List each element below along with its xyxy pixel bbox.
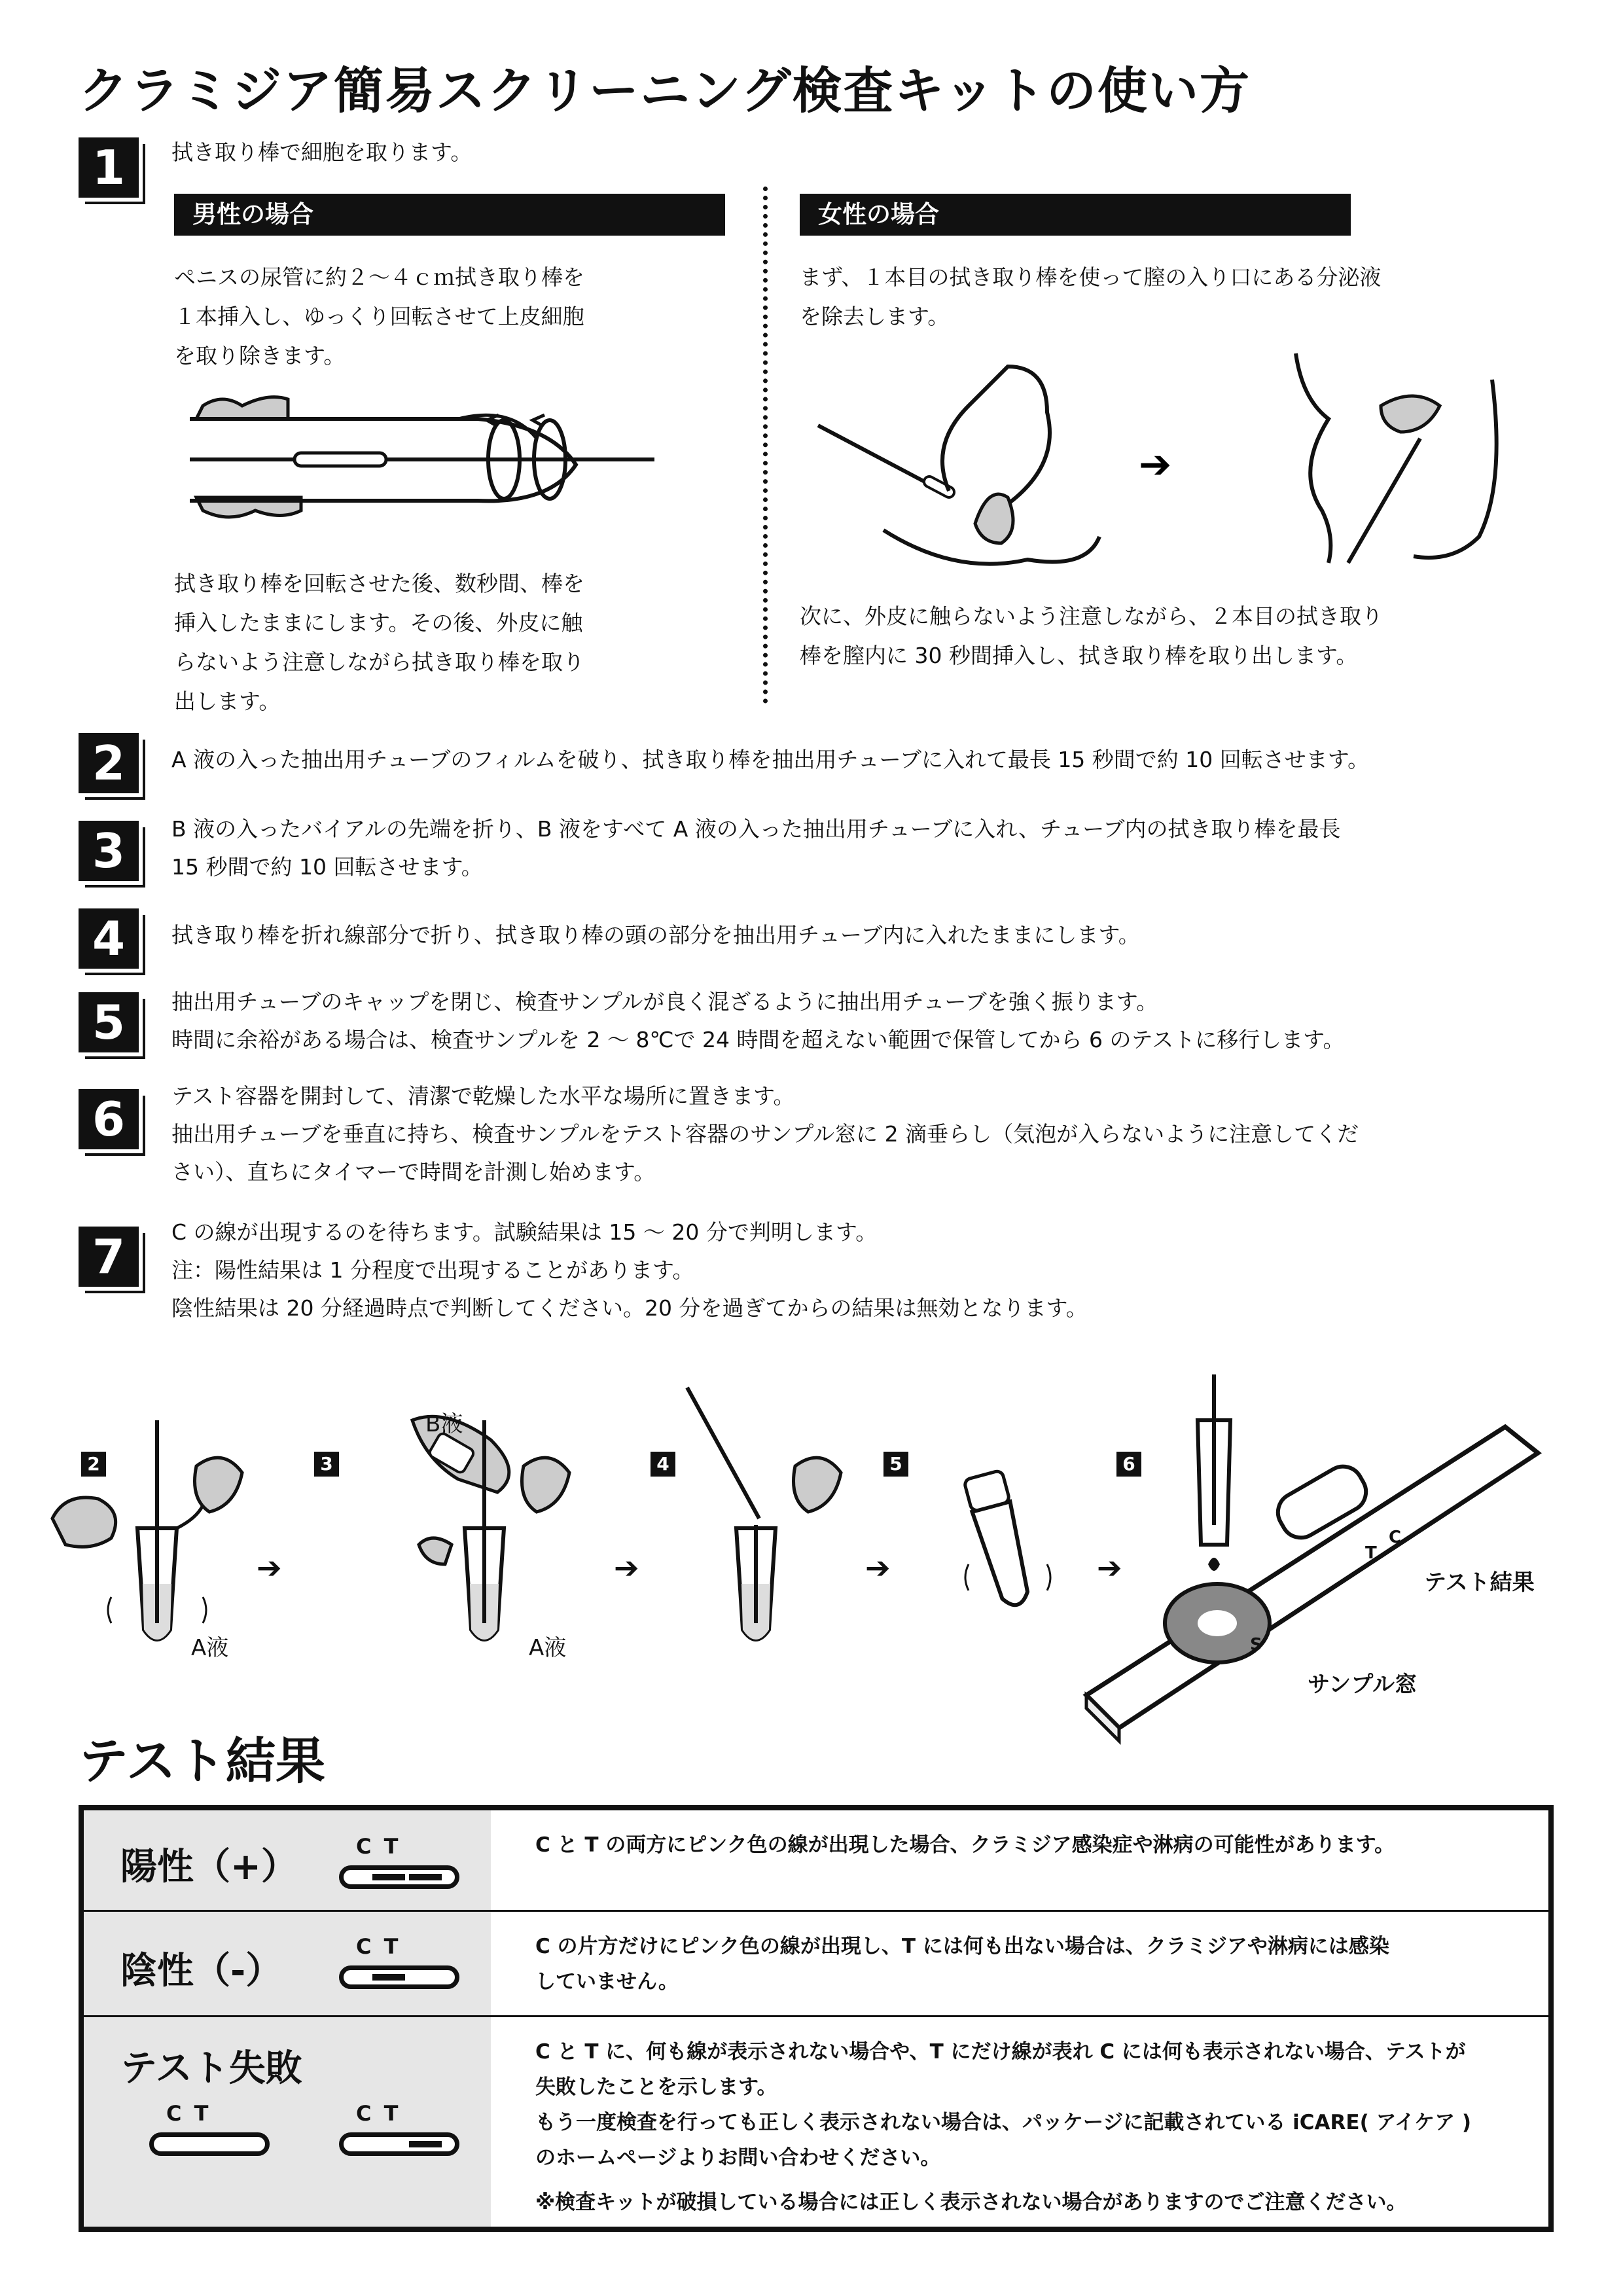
arrow-icon: ➔ <box>865 1550 891 1585</box>
strip-negative <box>339 1965 459 1989</box>
male-p2-line: 拭き取り棒を回転させた後、数秒間、棒を <box>174 571 584 596</box>
male-instructions-1 <box>174 258 584 376</box>
result-row-positive <box>81 1808 1551 1911</box>
svg-text:➔: ➔ <box>1139 442 1172 488</box>
step-4-text <box>171 916 1140 954</box>
desc-line: 失敗したことを示します。 <box>535 2075 777 2099</box>
c-line <box>372 1874 405 1880</box>
step-number-5: 5 <box>79 992 139 1052</box>
step-7-text <box>171 1213 1088 1327</box>
step-4-line: 拭き取り棒を折れ線部分で折り、拭き取り棒の頭の部分を抽出用チューブ内に入れたままにします。 <box>171 922 1140 948</box>
c-mark: C <box>1389 1528 1402 1547</box>
step-number-6: 6 <box>79 1089 139 1149</box>
ct-label: C T <box>356 2101 401 2126</box>
female-instructions-1 <box>800 258 1381 336</box>
desc-line: C の片方だけにピンク色の線が出現し、T には何も出ない場合は、クラミジアや淋病には感染 <box>535 1935 1389 1958</box>
male-p1-line: １本挿入し、ゆっくり回転させて上皮細胞 <box>174 304 584 329</box>
note-line: ※検査キットが破損している場合には正しく表示されない場合がありますのでご注意ください。 <box>535 2191 1407 2214</box>
desc-line: C と T の両方にピンク色の線が出現した場合、クラミジア感染症や淋病の可能性があります。 <box>535 1833 1395 1857</box>
step-6-line: さい）、直ちにタイマーで時間を計測し始めます。 <box>171 1159 656 1185</box>
test-result-label: テスト結果 <box>1424 1570 1535 1596</box>
figure-step-6: 6 <box>1116 1452 1141 1477</box>
desc-line: していません。 <box>535 1970 679 1994</box>
step-6-text <box>171 1077 1359 1191</box>
result-label-cell <box>81 1808 491 1911</box>
ct-label: C T <box>356 1934 401 1959</box>
step-3-line: 15 秒間で約 10 回転させます。 <box>171 854 483 880</box>
strip-failed-t-only <box>339 2132 459 2156</box>
desc-line: もう一度検査を行っても正しく表示されない場合は、パッケージに記載されている iCARE( アイケア ) <box>535 2111 1472 2134</box>
female-p1-line: まず、１本目の拭き取り棒を使って膣の入り口にある分泌液 <box>800 264 1382 290</box>
step-2-line: A 液の入った抽出用チューブのフィルムを破り、拭き取り棒を抽出用チューブに入れて最長 15 秒間で約 10 回転させます。 <box>171 747 1370 772</box>
step-1-text: 拭き取り棒で細胞を取ります。 <box>171 139 473 165</box>
failed-description <box>491 2017 1551 2230</box>
figure-step-5: 5 <box>883 1452 908 1477</box>
step-6-line: 抽出用チューブを垂直に持ち、検査サンプルをテスト容器のサンプル窓に 2 滴垂らし（気泡が入らないように注意してくだ <box>171 1121 1359 1147</box>
step-2-text <box>171 741 1369 779</box>
t-line <box>409 2141 442 2147</box>
step-number-4: 4 <box>79 908 139 969</box>
ct-label: C T <box>166 2101 211 2126</box>
female-heading: 女性の場合 <box>800 194 1351 236</box>
result-label-cell <box>81 2017 491 2230</box>
step-7-line: C の線が出現するのを待ちます。試験結果は 15 ～ 20 分で判明します。 <box>171 1219 878 1245</box>
female-instructions-2 <box>800 597 1383 675</box>
b-liquid-label: B液 <box>425 1411 463 1437</box>
desc-line: C と T に、何も線が表示されない場合や、T にだけ線が表れ C には何も表示されない場合、テストが <box>535 2040 1466 2064</box>
male-p1-line: を取り除きます。 <box>174 343 346 368</box>
a-liquid-label: A液 <box>191 1635 229 1661</box>
step-7-line: 陰性結果は 20 分経過時点で判断してください。20 分を過ぎてからの結果は無効となります。 <box>171 1295 1088 1321</box>
male-p1-line: ペニスの尿管に約２～４ｃｍ拭き取り棒を <box>174 264 584 290</box>
step-5-line: 抽出用チューブのキャップを閉じ、検査サンプルが良く混ざるように抽出用チューブを強く振ります。 <box>171 989 1158 1014</box>
desc-line: のホームページよりお問い合わせください。 <box>535 2146 941 2170</box>
sample-window-label: サンプル窓 <box>1308 1672 1417 1698</box>
step-number-1: 1 <box>79 137 139 198</box>
arrow-icon: ➔ <box>614 1550 639 1585</box>
step-3-text <box>171 810 1341 886</box>
male-heading: 男性の場合 <box>174 194 725 236</box>
c-line <box>372 1974 405 1981</box>
negative-description <box>491 1911 1551 2017</box>
negative-label: 陰性（-） <box>120 1950 283 1992</box>
page-title: クラミジア簡易スクリーニング検査キットの使い方 <box>79 62 1251 120</box>
female-p2-line: 次に、外皮に触らないよう注意しながら、２本目の拭き取り <box>800 603 1383 629</box>
step-7-line: 注：陽性結果は 1 分程度で出現することがあります。 <box>171 1257 694 1283</box>
column-divider <box>763 187 768 704</box>
result-row-failed <box>81 2017 1551 2230</box>
step-number-7: 7 <box>79 1227 139 1287</box>
male-p2-line: 挿入したままにします。その後、外皮に触 <box>174 610 583 636</box>
strip-failed-blank <box>149 2132 270 2156</box>
male-p2-line: 出します。 <box>174 689 281 714</box>
female-p2-line: 棒を膣内に 30 秒間挿入し、拭き取り棒を取り出します。 <box>800 643 1358 668</box>
strip-positive <box>339 1865 459 1889</box>
arrow-icon: ➔ <box>257 1550 282 1585</box>
step-6-line: テスト容器を開封して、清潔で乾燥した水平な場所に置きます。 <box>171 1083 795 1109</box>
male-swab-illustration <box>183 380 681 537</box>
step-number-2: 2 <box>79 733 139 793</box>
step-5-text <box>171 983 1345 1059</box>
result-label-cell <box>81 1911 491 2017</box>
male-instructions-2 <box>174 564 584 721</box>
results-heading: テスト結果 <box>79 1732 325 1790</box>
figure-step-3: 3 <box>314 1452 339 1477</box>
positive-label: 陽性（+） <box>120 1846 298 1888</box>
female-swab-illustration <box>812 340 1518 589</box>
failed-label: テスト失敗 <box>120 2047 302 2090</box>
male-p2-line: らないよう注意しながら拭き取り棒を取り <box>174 649 584 675</box>
results-table <box>79 1805 1554 2232</box>
step-3-line: B 液の入ったバイアルの先端を折り、B 液をすべて A 液の入った抽出用チューブに入れ、チューブ内の拭き取り棒を最長 <box>171 816 1341 842</box>
female-p1-line: を除去します。 <box>800 304 950 329</box>
t-mark: T <box>1365 1543 1377 1563</box>
t-line <box>409 1874 442 1880</box>
s-mark: S <box>1250 1635 1262 1655</box>
result-row-negative <box>81 1911 1551 2017</box>
a-liquid-label: A液 <box>529 1635 567 1661</box>
step-5-line: 時間に余裕がある場合は、検査サンプルを 2 ～ 8℃で 24 時間を超えない範囲で保管してから 6 のテストに移行します。 <box>171 1027 1345 1052</box>
figure-step-4: 4 <box>651 1452 675 1477</box>
arrow-icon: ➔ <box>1097 1550 1122 1585</box>
step-number-3: 3 <box>79 821 139 881</box>
positive-description <box>491 1808 1551 1911</box>
figure-step-2: 2 <box>81 1452 106 1477</box>
ct-label: C T <box>356 1834 401 1859</box>
